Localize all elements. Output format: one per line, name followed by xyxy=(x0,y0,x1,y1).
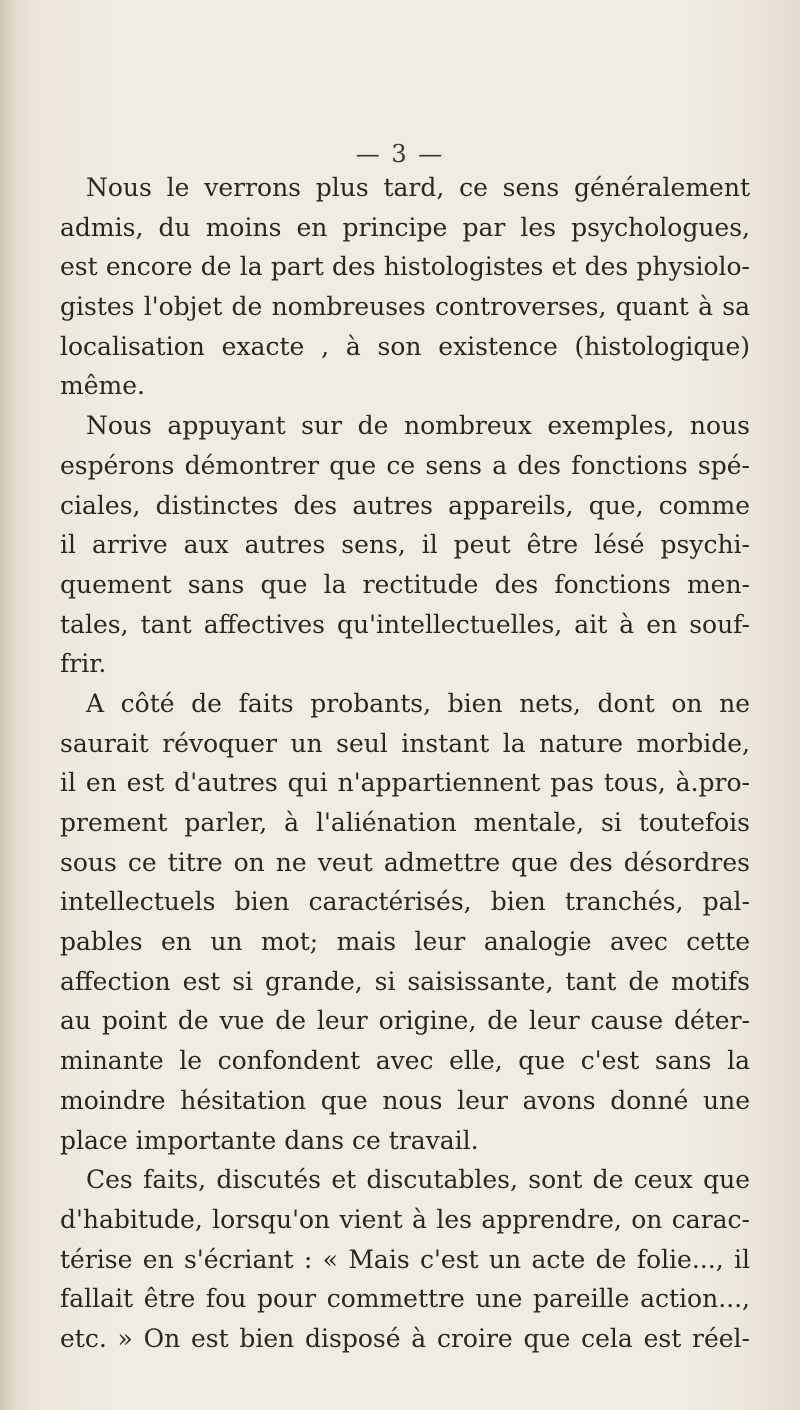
text-line: intellectuels bien caractérisés, bien tranchés, pal- xyxy=(60,887,750,917)
text-line: moindre hésitation que nous leur avons donné une xyxy=(60,1085,750,1115)
text-line: frir. xyxy=(60,649,107,679)
text-line: localisation exacte , à son existence (histologique) xyxy=(60,331,750,361)
text-line: térise en s'écriant : « Mais c'est un acte de folie..., il xyxy=(60,1244,750,1274)
text-line: saurait révoquer un seul instant la nature morbide, xyxy=(60,728,750,758)
page-number: — 3 — xyxy=(355,140,445,168)
text-line: est encore de la part des histologistes et des physiolo- xyxy=(60,252,750,282)
text-line: il arrive aux autres sens, il peut être lésé psychi- xyxy=(60,530,750,560)
text-line: prement parler, à l'aliénation mentale, si toutefois xyxy=(60,808,750,837)
text-line: gistes l'objet de nombreuses controverses, quant à sa xyxy=(60,292,750,322)
text-line: sous ce titre on ne veut admettre que des désordres xyxy=(60,847,750,877)
text-line: A côté de faits probants, bien nets, dont on ne xyxy=(86,688,750,718)
text-line: fallait être fou pour commettre une pareille action..., xyxy=(60,1284,750,1314)
body-text xyxy=(60,168,750,1359)
text-line: admis, du moins en principe par les psychologues, xyxy=(60,212,750,242)
text-line: d'habitude, lorsqu'on vient à les apprendre, on carac- xyxy=(60,1204,750,1234)
text-line: Ces faits, discutés et discutables, sont de ceux que xyxy=(86,1165,750,1195)
text-line: place importante dans ce travail. xyxy=(60,1125,479,1155)
text-line: espérons démontrer que ce sens a des fonctions spé- xyxy=(60,450,750,480)
text-line: quement sans que la rectitude des fonctions men- xyxy=(60,569,750,599)
page-gutter-shadow xyxy=(0,0,14,1410)
text-line: ciales, distinctes des autres appareils, que, comme xyxy=(60,490,750,520)
text-line: tales, tant affectives qu'intellectuelles, ait à en souf- xyxy=(60,609,750,639)
text-line: etc. » On est bien disposé à croire que cela est réel- xyxy=(60,1323,750,1353)
text-line: minante le confondent avec elle, que c'est sans la xyxy=(60,1046,750,1076)
text-line: Nous appuyant sur de nombreux exemples, nous xyxy=(86,411,750,441)
text-line: affection est si grande, si saisissante, tant de motifs xyxy=(60,966,750,996)
text-line: il en est d'autres qui n'appartiennent pas tous, à.pro- xyxy=(60,768,750,798)
text-line: même. xyxy=(60,371,145,401)
text-line: Nous le verrons plus tard, ce sens généralement xyxy=(86,173,750,202)
text-line: au point de vue de leur origine, de leur cause déter- xyxy=(60,1006,750,1036)
text-line: pables en un mot; mais leur analogie avec cette xyxy=(60,927,750,957)
